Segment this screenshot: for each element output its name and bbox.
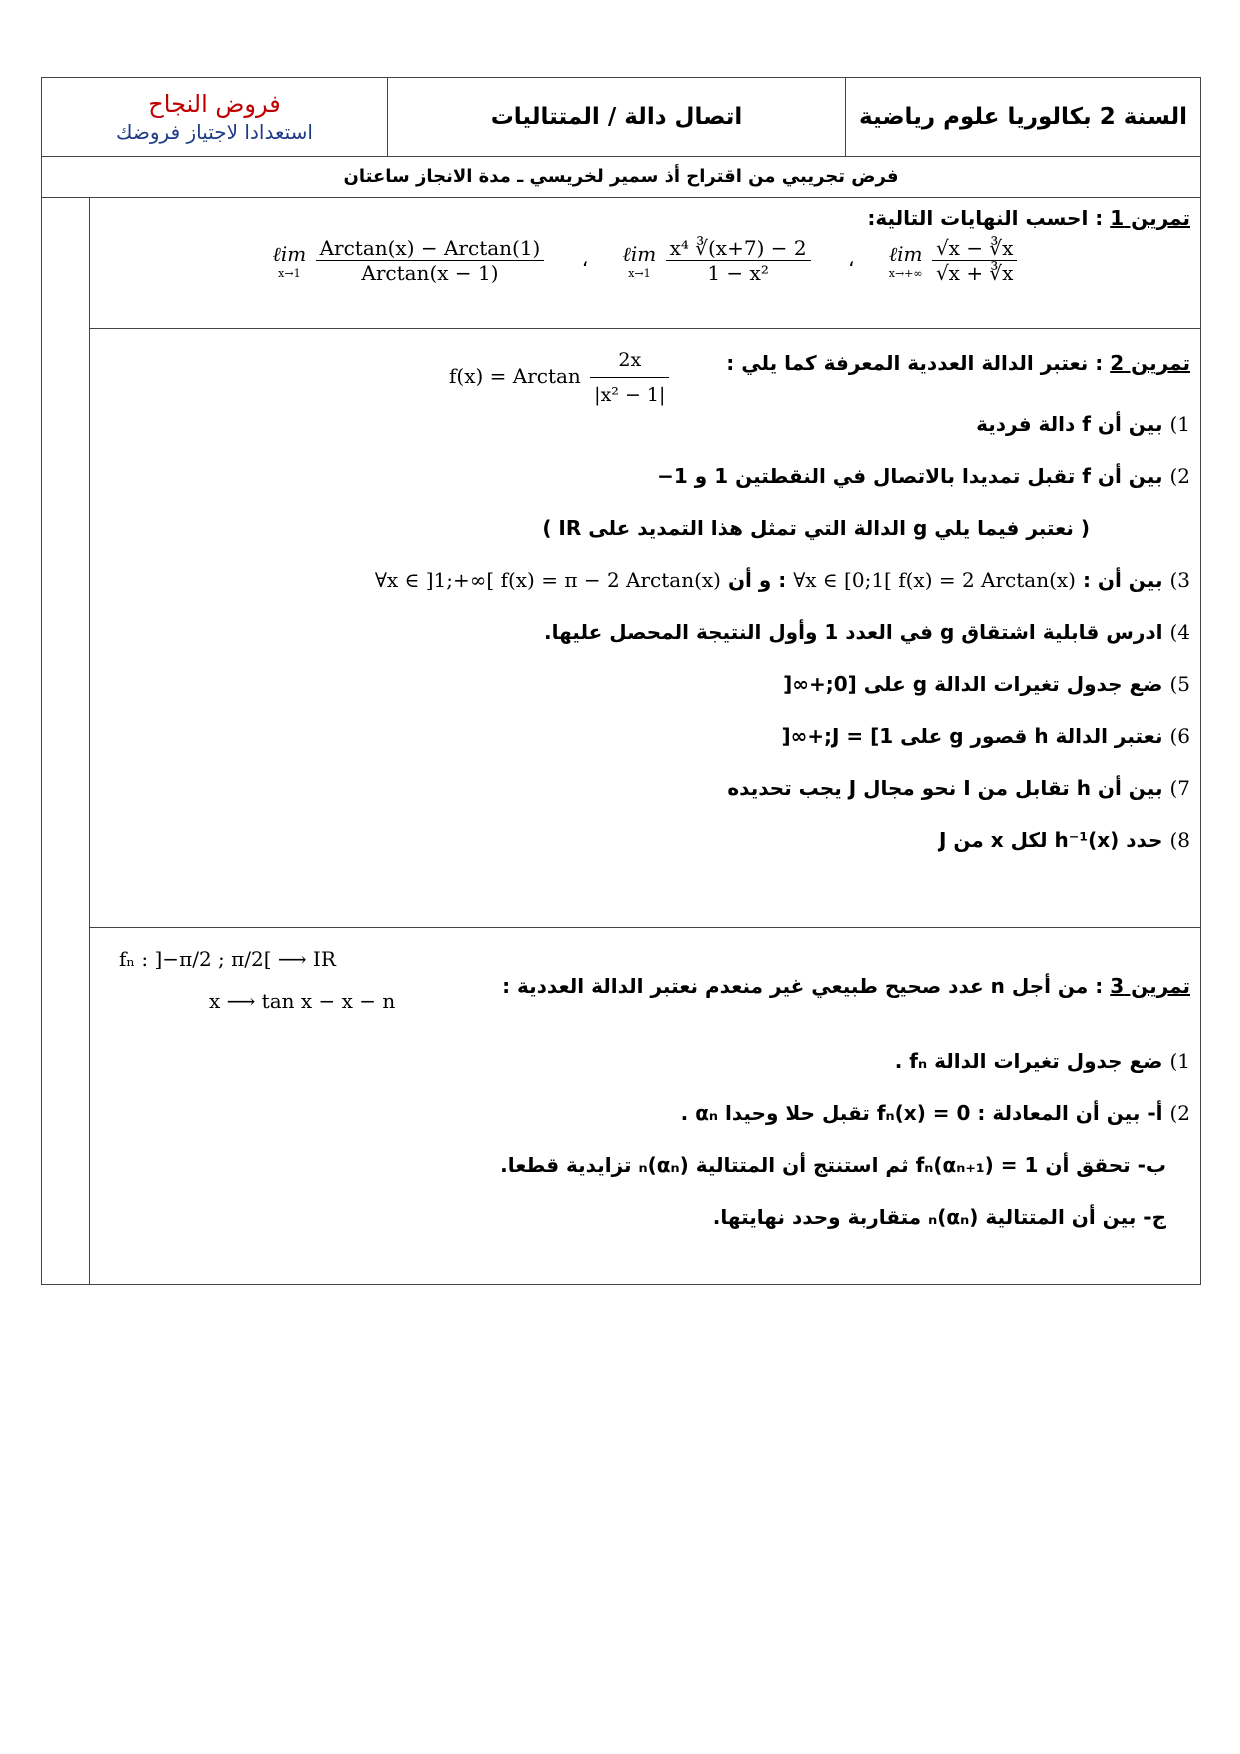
ex2-q2-note: ( نعتبر فيما يلي g الدالة التي تمثل هذا التمديد على IR )	[542, 516, 1090, 540]
ex3-map-line-1: fₙ : ]−π/2 ; π/2[ ⟶ IR	[119, 947, 336, 971]
limit-3: ℓim x→+∞ $\frac{√x - ∛x}{√x + ∛x}$	[889, 247, 1021, 271]
ex2-function-definition: f(x) = Arctan $\frac{2x}{\text{|x² − 1|}}$	[449, 343, 672, 412]
ex2-q1: 1) بين أن f دالة فردية	[976, 412, 1190, 436]
ex2-label: تمرين 2	[1110, 351, 1190, 375]
header-table	[41, 77, 1201, 157]
exam-sheet	[41, 77, 1201, 1285]
ex3-map-line-2: x ⟶ tan x − x − n	[209, 989, 396, 1013]
exercise-2	[89, 329, 1200, 928]
ex2-q4: 4) ادرس قابلية اشتقاق g في العدد 1 وأول النتيجة المحصل عليها.	[543, 620, 1190, 644]
ex1-heading	[103, 206, 1190, 230]
ex2-q7: 7) بين أن h تقابل من I نحو مجال J يجب تحديده	[727, 776, 1190, 800]
ex3-q2c: ج- بين أن المتتالية (αₙ)ₙ متقاربة وحدد نهايتها.	[712, 1205, 1166, 1229]
exercise-3	[89, 928, 1200, 1284]
ex3-label: تمرين 3	[1110, 974, 1190, 998]
exam-subtitle: فرض تجريبي من اقتراح أذ سمير لخريسي ـ مدة الانجاز ساعتان	[41, 157, 1201, 198]
ex1-instruction: : احسب النهايات التالية:	[867, 206, 1104, 230]
ex2-instruction: : نعتبر الدالة العددية المعرفة كما يلي :	[726, 351, 1104, 375]
limit-2: ℓim x→1 $\frac{\text{x⁴ ∛(x+7) − 2}}{\text{1 − x²}}$	[623, 247, 820, 271]
brand-subtitle: استعدادا لاجتياز فروضك	[116, 120, 313, 144]
ex2-q5: 5) ضع جدول تغيرات الدالة g على [0;+∞[	[783, 672, 1190, 696]
ex2-q3: 3) بين أن : ∀x ∈ [0;1[ f(x) = 2 Arctan(x) : و أن ∀x ∈ ]1;+∞[ f(x) = π − 2 Arctan(x)	[374, 568, 1190, 592]
ex2-q6: 6) نعتبر الدالة h قصور g على J = [1;+∞[	[781, 724, 1190, 748]
ex2-q8: 8) حدد h⁻¹(x) لكل x من J	[938, 828, 1190, 852]
exam-body	[41, 198, 1201, 1285]
exercise-1	[89, 198, 1200, 329]
ex1-limits: ℓim x→1 $\frac{\text{Arctan(x) − Arctan(1)}}{\text{Arctan(x − 1)}}$ ، ℓim x→1 $\frac{\text{x⁴ ∛(x+7) − 2}}{\text{1 − x²}}$ ، ℓim x→+∞ $\frac{√x - ∛x}{√x + ∛x}$	[103, 236, 1190, 285]
ex3-instruction: : من أجل n عدد صحيح طبيعي غير منعدم نعتبر الدالة العددية :	[502, 974, 1104, 998]
level-title: السنة 2 بكالوريا علوم رياضية	[846, 78, 1201, 157]
ex3-function-map	[119, 942, 395, 1018]
ex3-q2a: 2) أ- بين أن المعادلة : fₙ(x) = 0 تقبل حلا وحيدا αₙ .	[680, 1101, 1190, 1125]
ex3-q2b: ب- تحقق أن fₙ(αₙ₊₁) = 1 ثم استنتج أن المتتالية (αₙ)ₙ تزايدية قطعا.	[500, 1153, 1166, 1177]
topic-title: اتصال دالة / المتتاليات	[388, 78, 846, 157]
limit-1: ℓim x→1 $\frac{\text{Arctan(x) − Arctan(1)}}{\text{Arctan(x − 1)}}$	[273, 247, 554, 271]
q3-formula-2: ∀x ∈ ]1;+∞[ f(x) = π − 2 Arctan(x)	[374, 568, 721, 592]
ex3-q1: 1) ضع جدول تغيرات الدالة fₙ .	[894, 1049, 1190, 1073]
q3-formula-1: ∀x ∈ [0;1[ f(x) = 2 Arctan(x)	[793, 568, 1076, 592]
brand-title: فروض النجاح	[148, 90, 281, 118]
brand-cell	[42, 78, 388, 157]
ex2-q2: 2) بين أن f تقبل تمديدا بالاتصال في النقطتين 1 و 1−	[657, 464, 1190, 488]
ex1-label: تمرين 1	[1110, 206, 1190, 230]
